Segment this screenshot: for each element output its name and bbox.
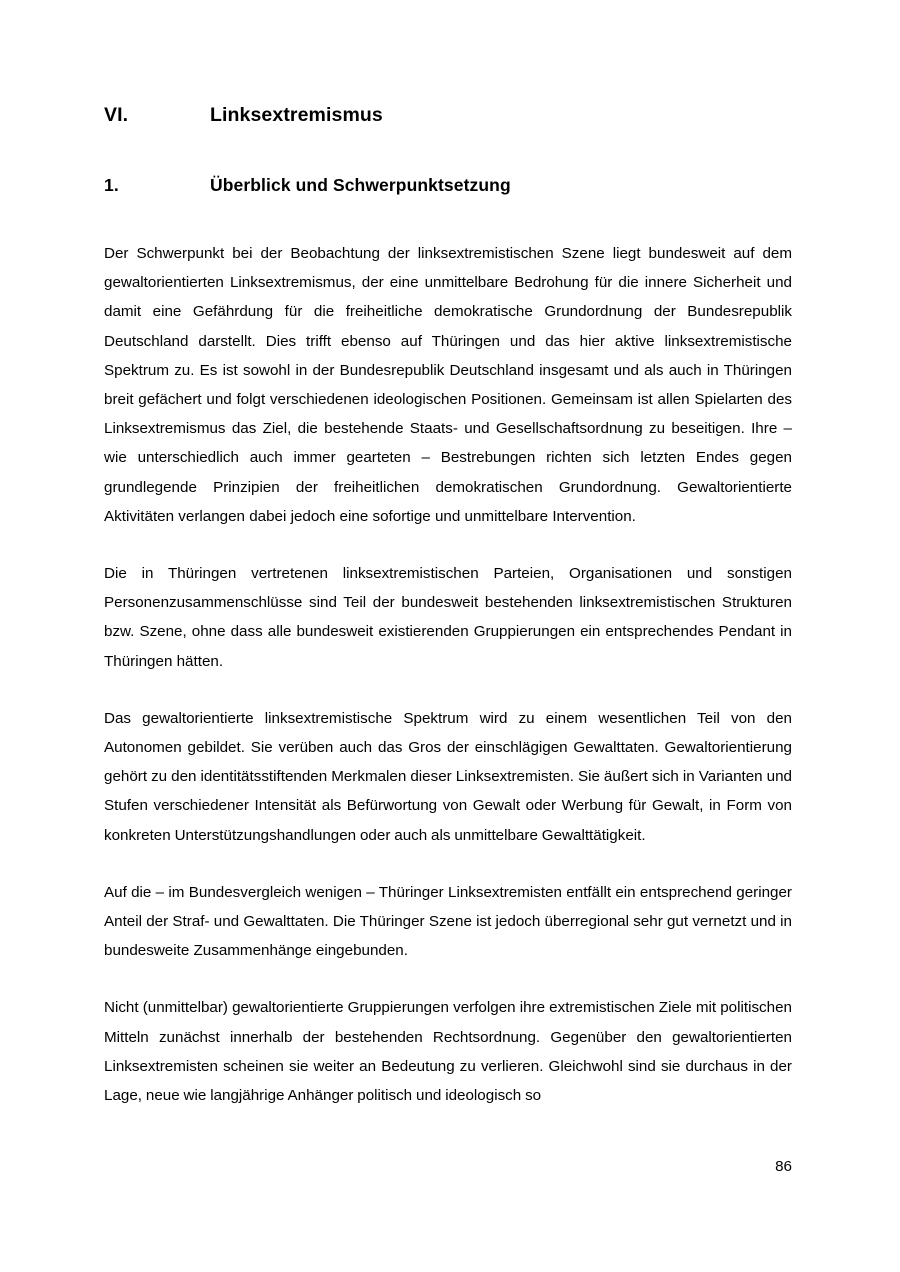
body-paragraph: Nicht (unmittelbar) gewaltorientierte Gruppierungen verfolgen ihre extremistischen Ziele mit politischen Mitteln zunächst innerhalb der bestehenden Rechtsordnung. Gegenüber den gewaltorientierten Linksextremisten scheinen sie weiter an Bedeutung zu verlieren. Gleichwohl sind sie durchaus in der Lage, neue wie langjährige Anhänger politisch und ideologisch so	[104, 999, 792, 1105]
chapter-heading	[104, 104, 794, 127]
section-heading-number: 1.	[104, 175, 119, 195]
body-text	[104, 239, 792, 1110]
body-paragraph: Der Schwerpunkt bei der Beobachtung der linksextremistischen Szene liegt bundesweit auf dem gewaltorientierten Linksextremismus, der eine unmittelbare Bedrohung für die innere Sicherheit und damit eine Gefährdung für die freiheitliche demokratische Grundordnung der Bundesrepublik Deutschland darstellt. Dies trifft ebenso auf Thüringen und das hier aktive linksextremistische Spektrum zu. Es ist sowohl in der Bundesrepublik Deutschland insgesamt und als auch in Thüringen breit gefächert und folgt verschiedenen ideologischen Positionen. Gemeinsam ist allen Spielarten des Linksextremismus das Ziel, die bestehende Staats- und Gesellschaftsordnung zu beseitigen. Ihre – wie unterschiedlich auch immer gearteten – Bestrebungen richten sich letzten Endes gegen grundlegende Prinzipien der freiheitlichen demokratischen Grundordnung. Gewaltorientierte Aktivitäten verlangen dabei jedoch eine sofortige und unmittelbare Intervention.	[104, 245, 792, 525]
section-heading-title: Überblick und Schwerpunktsetzung	[210, 175, 511, 195]
chapter-heading-title: Linksextremismus	[210, 104, 383, 126]
page-number: 86	[775, 1158, 792, 1175]
chapter-heading-number: VI.	[104, 104, 129, 126]
body-paragraph: Die in Thüringen vertretenen linksextremistischen Parteien, Organisationen und sonstigen Personenzusammenschlüsse sind Teil der bundesweit bestehenden linksextremistischen Strukturen bzw. Szene, ohne dass alle bundesweit existierenden Gruppierungen ein entsprechendes Pendant in Thüringen hätten.	[104, 565, 792, 670]
body-paragraph: Auf die – im Bundesvergleich wenigen – Thüringer Linksextremisten entfällt ein entsprechend geringer Anteil der Straf- und Gewalttaten. Die Thüringer Szene ist jedoch überregional sehr gut vernetzt und in bundesweite Zusammenhänge eingebunden.	[104, 883, 792, 960]
body-paragraph: Das gewaltorientierte linksextremistische Spektrum wird zu einem wesentlichen Teil von den Autonomen gebildet. Sie verüben auch das Gros der einschlägigen Gewalttaten. Gewaltorientierung gehört zu den identitätsstiftenden Merkmalen dieser Linksextremisten. Sie äußert sich in Varianten und Stufen verschiedener Intensität als Befürwortung von Gewalt oder Werbung für Gewalt, in Form von konkreten Unterstützungshandlungen oder auch als unmittelbare Gewalttätigkeit.	[104, 709, 792, 844]
section-heading	[104, 175, 794, 196]
